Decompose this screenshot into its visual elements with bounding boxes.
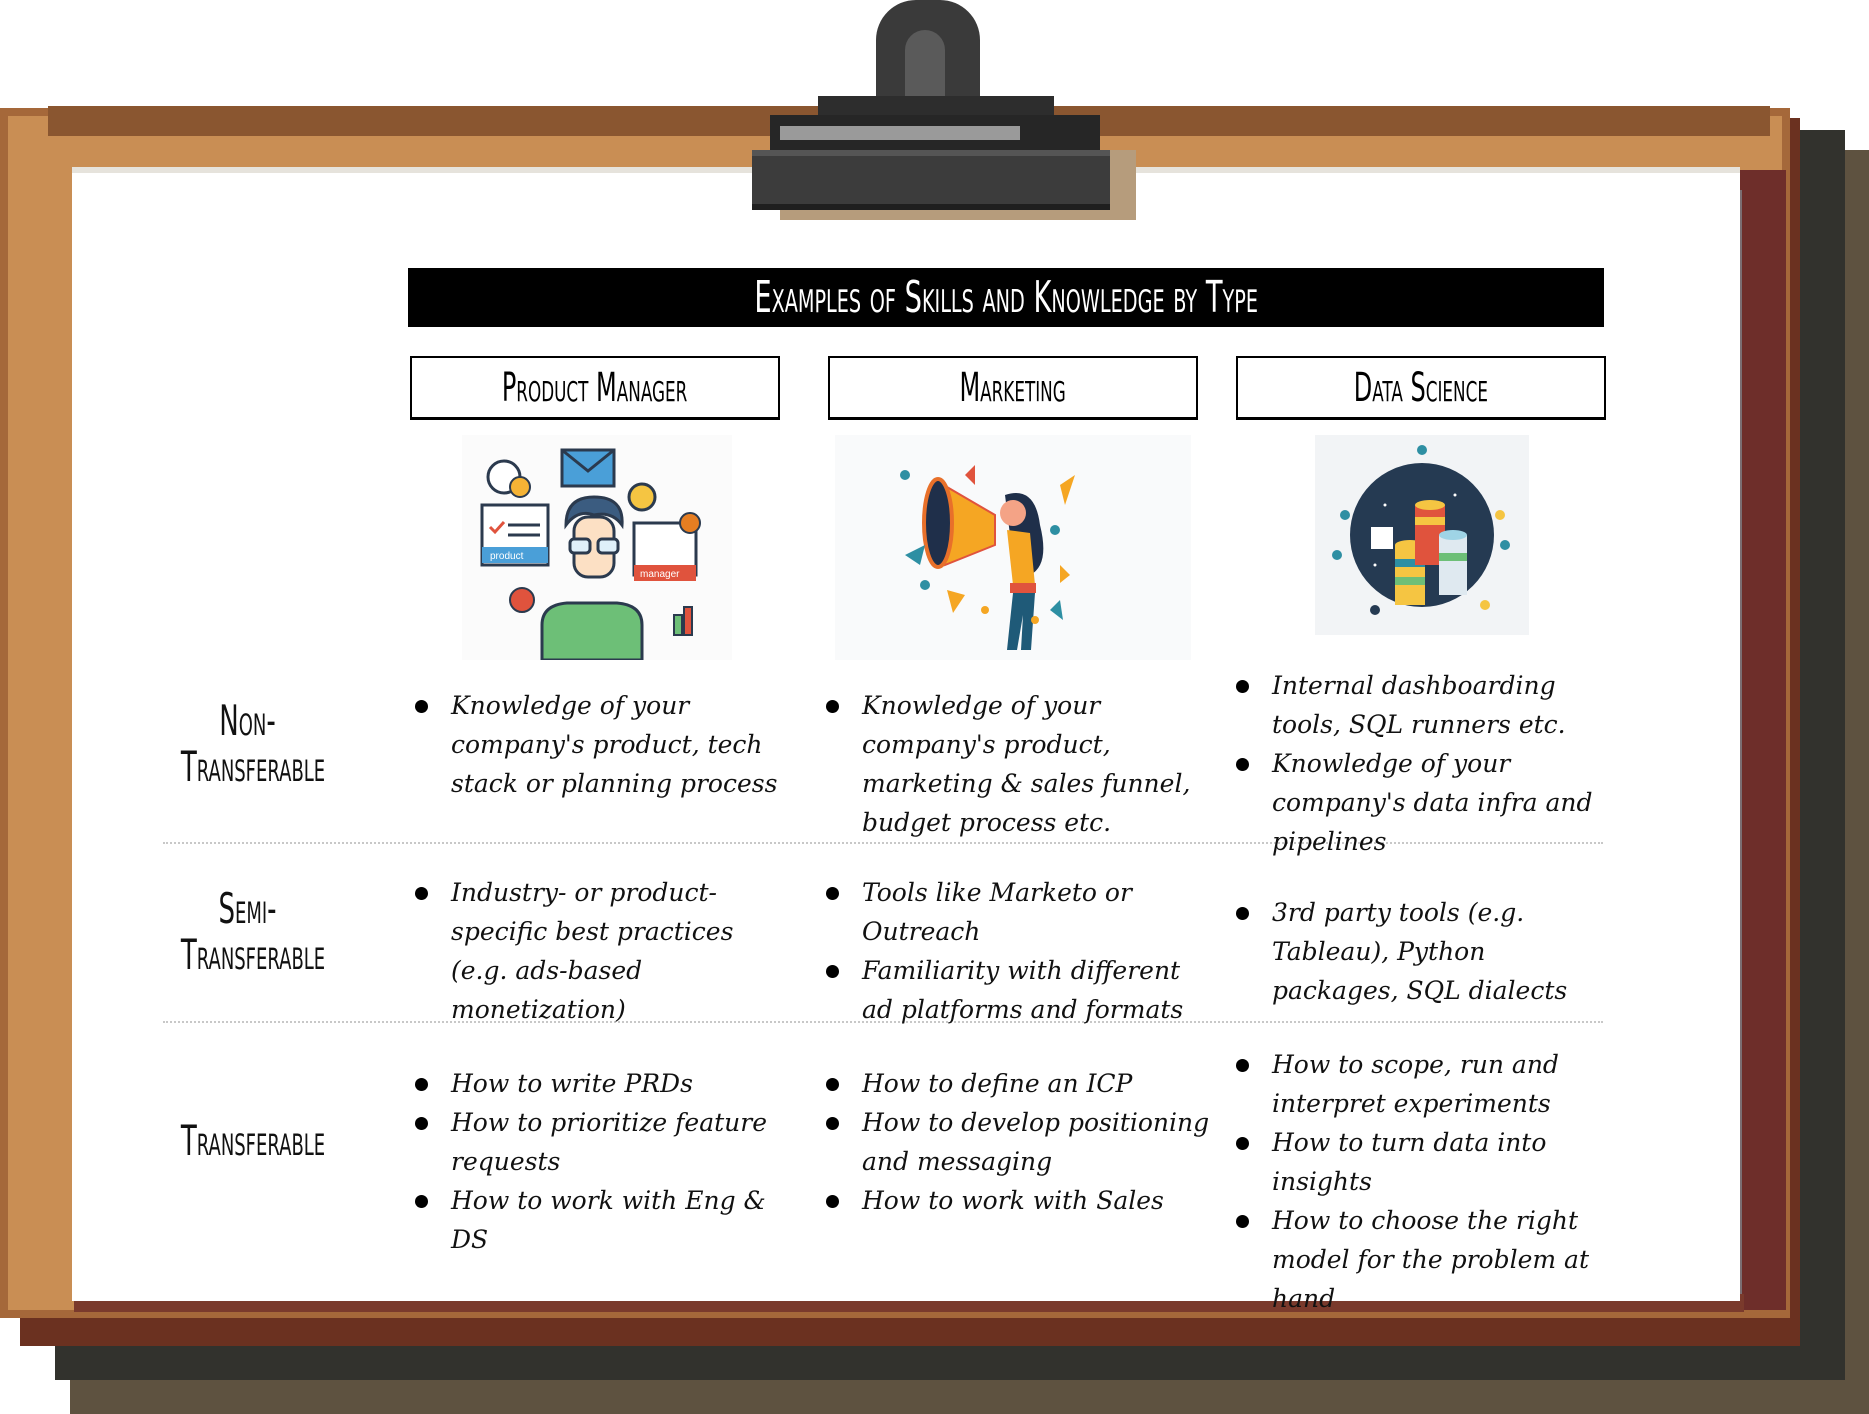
column-header-data-science: [1236, 356, 1606, 420]
cell-ds-transferable: [1236, 1045, 1616, 1318]
list-item: Knowledge of your company's data infra and pipelines: [1236, 744, 1616, 861]
row-label-semi-transferable: [140, 886, 355, 978]
cell-pm-non-transferable: [415, 686, 795, 803]
list-item: How to turn data into insights: [1236, 1123, 1616, 1201]
cell-marketing-semi-transferable: [826, 873, 1216, 1029]
row-label-line: Transferable: [180, 930, 326, 979]
list-item: Internal dashboarding tools, SQL runners etc.: [1236, 666, 1616, 744]
megaphone-illustration: [835, 435, 1191, 660]
list-item: Familiarity with different ad platforms and formats: [826, 951, 1216, 1029]
row-label-line: Transferable: [180, 742, 326, 791]
list-item: 3rd party tools (e.g. Tableau), Python packages, SQL dialects: [1236, 893, 1616, 1010]
list-item: How to write PRDs: [415, 1064, 795, 1103]
list-item: Tools like Marketo or Outreach: [826, 873, 1216, 951]
database-illustration: [1315, 435, 1529, 635]
column-header-label: Data Science: [1353, 364, 1489, 411]
row-label-line: Non-: [219, 696, 276, 745]
row-label-transferable: [140, 1118, 355, 1164]
list-item: How to prioritize feature requests: [415, 1103, 795, 1181]
list-item: Knowledge of your company's product, marketing & sales funnel, budget process etc.: [826, 686, 1206, 842]
product-manager-illustration: [462, 435, 732, 660]
svg-text:manager: manager: [640, 569, 680, 580]
clip-bar-highlight: [780, 126, 1020, 140]
column-header-marketing: [828, 356, 1198, 420]
column-header-label: Marketing: [959, 364, 1067, 411]
cell-ds-semi-transferable: [1236, 893, 1616, 1010]
column-header-product-manager: [410, 356, 780, 420]
cell-pm-transferable: [415, 1064, 795, 1259]
list-item: How to work with Eng & DS: [415, 1181, 795, 1259]
cell-marketing-transferable: [826, 1064, 1216, 1220]
diagram-title: [408, 268, 1604, 327]
title-text: Examples of Skills and Knowledge by Type: [754, 272, 1258, 323]
list-item: How to choose the right model for the problem at hand: [1236, 1201, 1616, 1318]
svg-text:product: product: [490, 551, 524, 562]
list-item: How to define an ICP: [826, 1064, 1216, 1103]
list-item: How to scope, run and interpret experiments: [1236, 1045, 1616, 1123]
list-item: Knowledge of your company's product, tech stack or planning process: [415, 686, 795, 803]
list-item: How to develop positioning and messaging: [826, 1103, 1216, 1181]
clipboard-inner-shade: [1738, 170, 1786, 1310]
cell-ds-non-transferable: [1236, 666, 1616, 861]
cell-marketing-non-transferable: [826, 686, 1206, 842]
column-header-label: Product Manager: [502, 364, 688, 411]
row-label-non-transferable: [140, 698, 355, 790]
list-item: Industry- or product-specific best practices (e.g. ads-based monetization): [415, 873, 795, 1029]
cell-pm-semi-transferable: [415, 873, 795, 1029]
row-label-line: Semi-: [218, 884, 277, 933]
row-label-line: Transferable: [180, 1116, 326, 1165]
clip-base: [752, 150, 1110, 210]
list-item: How to work with Sales: [826, 1181, 1216, 1220]
